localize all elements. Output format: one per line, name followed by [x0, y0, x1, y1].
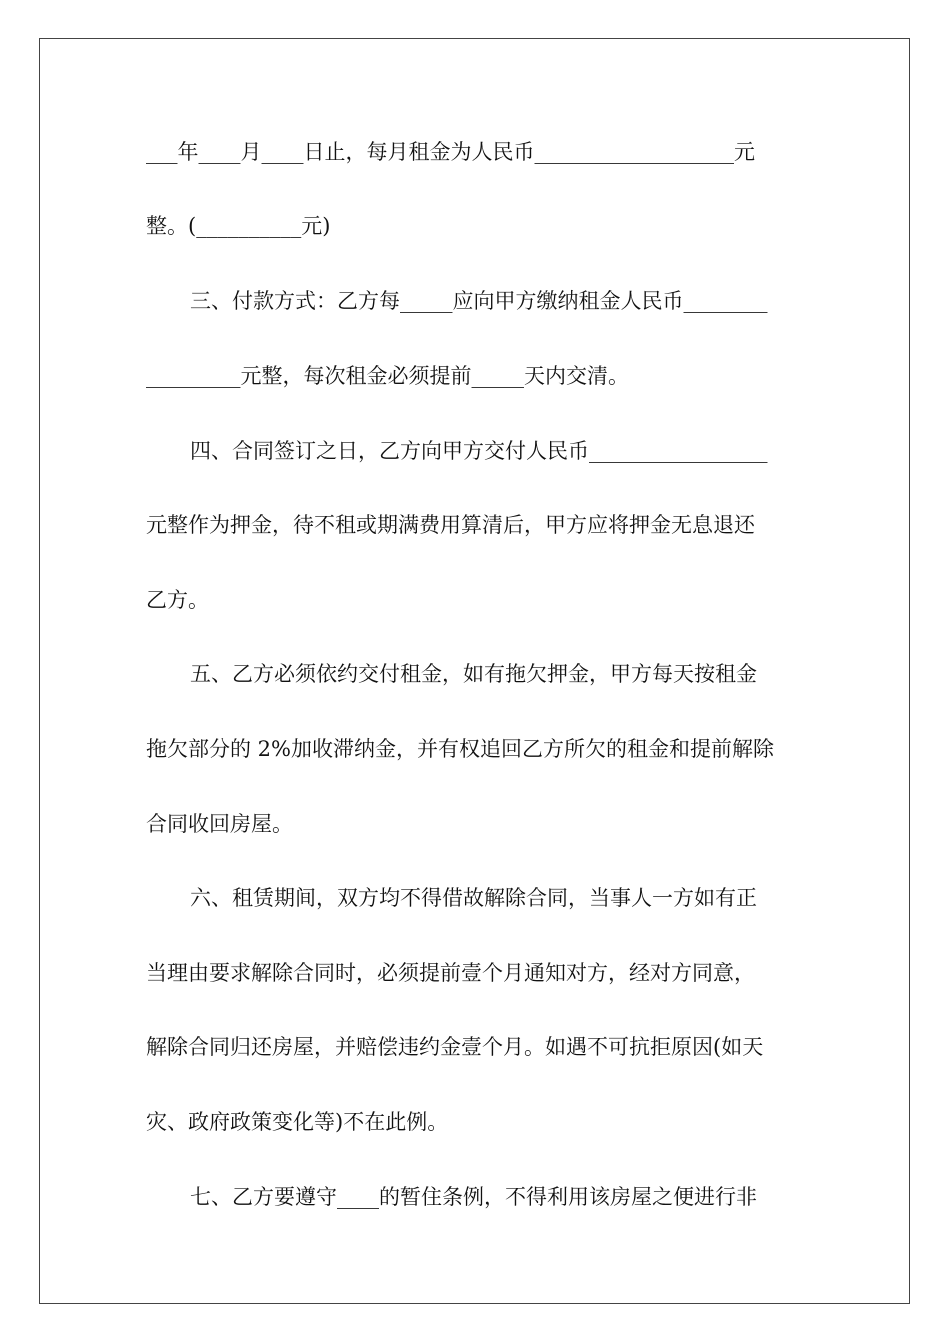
clause-5-line-3: 合同收回房屋。	[146, 812, 293, 836]
clause-3-line-2: _________元整，每次租金必须提前_____天内交清。	[146, 364, 629, 388]
clause-4-line-1: 四、合同签订之日，乙方向甲方交付人民币_________________	[190, 439, 768, 463]
clause-7-line-1: 七、乙方要遵守____的暂住条例，不得利用该房屋之便进行非	[190, 1185, 757, 1209]
clause-4-line-3: 乙方。	[146, 588, 209, 612]
clause-6-line-4: 灾、政府政策变化等)不在此例。	[146, 1110, 449, 1134]
clause-6-line-2: 当理由要求解除合同时，必须提前壹个月通知对方，经对方同意，	[146, 961, 755, 985]
text-line-2: 整。(__________元)	[146, 214, 331, 238]
clause-5-line-2: 拖欠部分的 2%加收滞纳金，并有权追回乙方所欠的租金和提前解除	[146, 737, 774, 761]
clause-3-line-1: 三、付款方式：乙方每_____应向甲方缴纳租金人民币________	[190, 289, 768, 313]
clause-6-line-1: 六、租赁期间，双方均不得借故解除合同，当事人一方如有正	[190, 886, 757, 910]
clause-6-line-3: 解除合同归还房屋，并赔偿违约金壹个月。如遇不可抗拒原因(如天	[146, 1035, 764, 1059]
clause-5-line-1: 五、乙方必须依约交付租金，如有拖欠押金，甲方每天按租金	[190, 662, 757, 686]
text-line-1: ___年____月____日止，每月租金为人民币___________________元	[146, 140, 755, 164]
clause-4-line-2: 元整作为押金，待不租或期满费用算清后，甲方应将押金无息退还	[146, 513, 755, 537]
